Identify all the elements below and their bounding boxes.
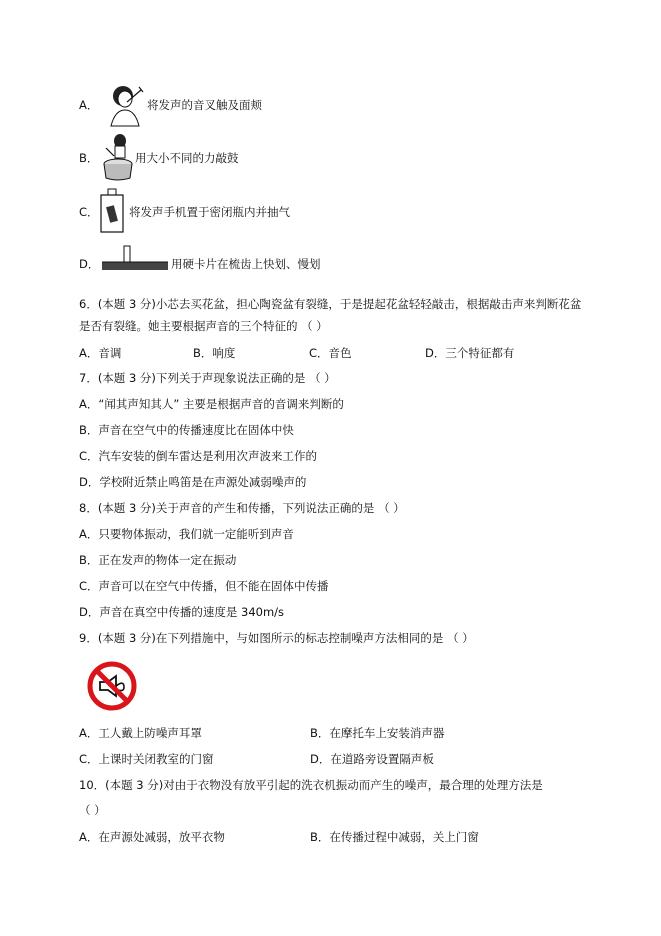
- q10-stem-line1: 10．(本题 3 分)对由于衣物没有放平引起的洗衣机振动而产生的噪声，最合理的处理方法是: [79, 778, 543, 792]
- q6-stem-line1: 6．(本题 3 分)小芯去买花盆，担心陶瓷盆有裂缝，于是提起花盆轻轻敲击，根据敲击声来判断花盆: [79, 297, 582, 311]
- q8-option-b: B．正在发声的物体一定在振动: [79, 553, 237, 567]
- q6-option-a: A．音调: [79, 346, 122, 360]
- q5-option-d-text: 用硬卡片在梳齿上快划、慢划: [171, 257, 321, 271]
- q8-option-c: C．声音可以在空气中传播，但不能在固体中传播: [79, 579, 329, 593]
- q5-option-b-text: 用大小不同的力敲鼓: [135, 151, 239, 165]
- q5-option-a: [79, 97, 98, 113]
- q9-option-b: B．在摩托车上安装消声器: [310, 726, 445, 740]
- q8-option-a: A．只要物体振动，我们就一定能听到声音: [79, 527, 294, 541]
- q5-option-a-text: 将发声的音叉触及面颊: [147, 98, 262, 112]
- girl-tuning-fork-image: [101, 82, 145, 128]
- q6-option-c: C．音色: [309, 346, 352, 360]
- drum-image: [100, 132, 134, 182]
- q7-option-d: D．学校附近禁止鸣笛是在声源处减弱噪声的: [79, 475, 307, 489]
- q5-option-b: [79, 150, 98, 166]
- q6-option-d: D．三个特征都有: [425, 346, 515, 360]
- q5-option-d: [79, 256, 99, 272]
- q5-option-c: [79, 204, 99, 220]
- q6-option-b: B．响度: [193, 346, 236, 360]
- q9-option-c: C．上课时关闭教室的门窗: [79, 752, 214, 766]
- q10-option-b: B．在传播过程中减弱，关上门窗: [310, 830, 479, 844]
- q5-option-c-text: 将发声手机置于密闭瓶内并抽气: [129, 205, 290, 219]
- q9-stem: 9．(本题 3 分)在下列措施中，与如图所示的标志控制噪声方法相同的是 （ ）: [79, 631, 474, 645]
- no-honking-sign-icon: [86, 660, 138, 712]
- comb-card-image: [100, 244, 170, 274]
- q8-stem: 8．(本题 3 分)关于声音的产生和传播，下列说法正确的是 （ ）: [79, 501, 405, 515]
- q10-stem-line2: （ ）: [79, 803, 106, 817]
- option-letter: B．: [79, 151, 99, 165]
- q10-option-a: A．在声源处减弱，放平衣物: [79, 830, 225, 844]
- q7-option-c: C．汽车安装的倒车雷达是利用次声波来工作的: [79, 449, 318, 463]
- q9-option-d: D．在道路旁设置隔声板: [310, 752, 434, 766]
- option-letter: A．: [79, 98, 99, 112]
- q7-stem: 7．(本题 3 分)下列关于声现象说法正确的是 （ ）: [79, 371, 336, 385]
- q6-stem-line2: 是否有裂缝。她主要根据声音的三个特征的 （ ）: [79, 319, 328, 333]
- q9-option-a: A．工人戴上防噪声耳罩: [79, 726, 202, 740]
- q7-option-b: B．声音在空气中的传播速度比在固体中快: [79, 423, 294, 437]
- option-letter: C．: [79, 205, 99, 219]
- option-letter: D．: [79, 257, 100, 271]
- q8-option-d: D．声音在真空中传播的速度是 340m/s: [79, 605, 285, 619]
- sealed-jar-phone-image: [99, 188, 127, 234]
- q7-option-a: A．“闻其声知其人” 主要是根据声音的音调来判断的: [79, 397, 344, 411]
